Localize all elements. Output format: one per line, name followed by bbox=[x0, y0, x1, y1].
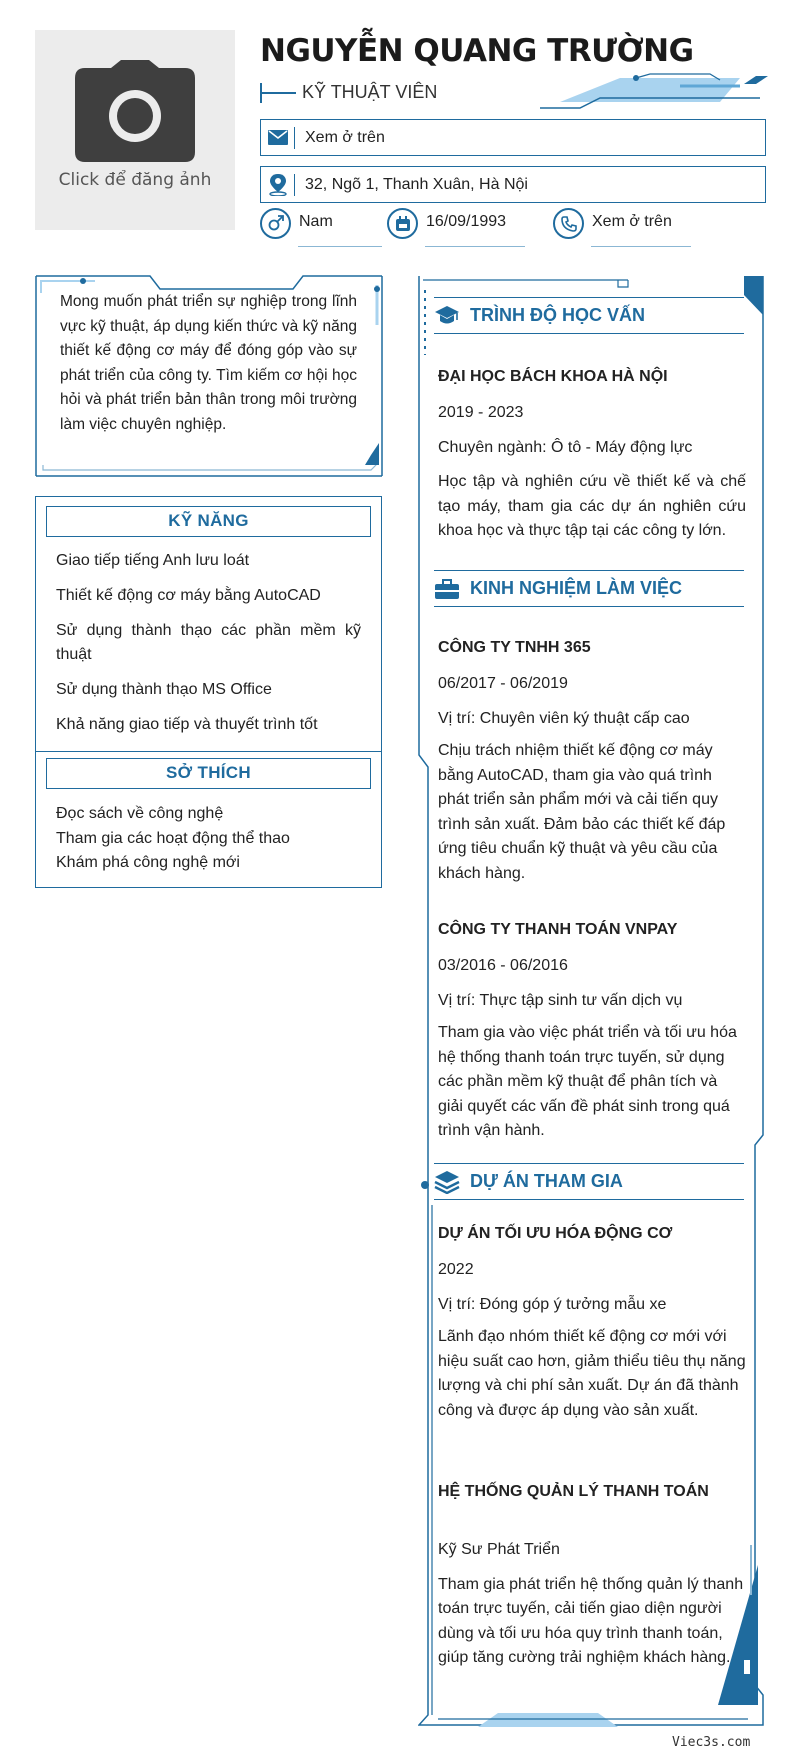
education-block bbox=[438, 365, 746, 544]
birthday-value: 16/09/1993 bbox=[426, 213, 507, 230]
email-field[interactable] bbox=[260, 119, 766, 156]
location-pin-icon bbox=[261, 174, 295, 196]
job-position: Vị trí: Thực tập sinh tư vấn dịch vụ bbox=[438, 991, 683, 1009]
education-title: TRÌNH ĐỘ HỌC VẤN bbox=[470, 305, 645, 325]
company-name: CÔNG TY TNHH 365 bbox=[438, 639, 591, 656]
project-desc: Tham gia phát triển hệ thống quản lý thanh toán trực tuyến, cải tiến giao diện người dùng và tối ưu hóa quy trình thanh toán, giúp tăng cường trải nghiệm khách hàng. bbox=[438, 1575, 744, 1666]
envelope-icon bbox=[261, 127, 295, 149]
skill-item: Khả năng giao tiếp và thuyết trình tốt bbox=[56, 716, 318, 733]
job-desc: Tham gia vào việc phát triển và tối ưu hóa hệ thống thanh toán trực tuyến, sử dụng các phần mềm kỹ thuật để phân tích và giải quyết các vấn đề phát sinh trong quá trình vận hành. bbox=[438, 1024, 737, 1139]
job-position: Vị trí: Chuyên viên ký thuật cấp cao bbox=[438, 709, 690, 727]
experience-title: KINH NGHIỆM LÀM VIỆC bbox=[470, 578, 683, 598]
objective-text: Mong muốn phát triển sự nghiệp trong lĩnh vực kỹ thuật, áp dụng kiến thức và kỹ năng thiết kế động cơ máy để đóng góp vào sự phát triển của công ty. Tìm kiếm cơ hội học hỏi và phát triển bản thân trong môi trường làm việc chuyên nghiệp. bbox=[60, 293, 357, 433]
project-position: Vị trí: Đóng góp ý tưởng mẫu xe bbox=[438, 1295, 667, 1313]
title-tick-decor bbox=[260, 83, 296, 103]
project-role: Kỹ Sư Phát Triển bbox=[438, 1541, 560, 1558]
education-desc: Học tập và nghiên cứu về thiết kế và chế tạo máy, tham gia các dự án nghiên cứu khoa học và thực tập tại các công ty lớn. bbox=[438, 473, 746, 539]
project-name: DỰ ÁN TỐI ƯU HÓA ĐỘNG CƠ bbox=[438, 1225, 673, 1242]
footer-watermark: Viec3s.com bbox=[672, 1735, 751, 1750]
calendar-icon bbox=[387, 208, 418, 239]
address-value: 32, Ngõ 1, Thanh Xuân, Hà Nội bbox=[305, 175, 528, 193]
photo-upload[interactable] bbox=[35, 30, 235, 230]
job-period: 06/2017 - 06/2019 bbox=[438, 675, 568, 692]
gender-info bbox=[260, 208, 333, 239]
school-name: ĐẠI HỌC BÁCH KHOA HÀ NỘI bbox=[438, 368, 668, 385]
project-entry bbox=[438, 1222, 746, 1423]
project-entry bbox=[438, 1480, 746, 1671]
gender-value: Nam bbox=[299, 213, 333, 230]
project-desc: Lãnh đạo nhóm thiết kế động cơ mới với hiệu suất cao hơn, giảm thiểu tiêu thụ năng lượng và chi phí sản xuất. Dự án đã thành công và được áp dụng vào sản xuất. bbox=[438, 1328, 746, 1419]
briefcase-icon bbox=[434, 579, 460, 599]
photo-caption: Click để đăng ảnh bbox=[58, 170, 212, 190]
projects-title: DỰ ÁN THAM GIA bbox=[470, 1171, 623, 1191]
hobby-item: Khám phá công nghệ mới bbox=[56, 854, 240, 871]
phone-icon bbox=[553, 208, 584, 239]
phone-value: Xem ở trên bbox=[592, 213, 672, 230]
skill-item: Sử dụng thành thạo MS Office bbox=[56, 681, 272, 698]
education-heading bbox=[434, 297, 744, 334]
address-field[interactable] bbox=[260, 166, 766, 203]
hobby-item: Đọc sách về công nghệ bbox=[56, 805, 224, 822]
skill-item: Giao tiếp tiếng Anh lưu loát bbox=[56, 552, 250, 569]
graduation-cap-icon bbox=[434, 305, 460, 327]
project-year: 2022 bbox=[438, 1261, 474, 1278]
hobbies-section bbox=[35, 752, 382, 888]
education-period: 2019 - 2023 bbox=[438, 404, 524, 421]
skills-list bbox=[56, 549, 361, 748]
projects-heading bbox=[434, 1163, 744, 1200]
header-tech-decor bbox=[540, 72, 770, 112]
phone-info bbox=[553, 208, 672, 239]
experience-heading bbox=[434, 570, 744, 607]
hobby-item: Tham gia các hoạt động thể thao bbox=[56, 829, 290, 847]
email-value: Xem ở trên bbox=[305, 128, 385, 146]
project-name: HỆ THỐNG QUẢN LÝ THANH TOÁN bbox=[438, 1483, 709, 1500]
skill-item: Thiết kế động cơ máy bằng AutoCAD bbox=[56, 587, 321, 604]
job-period: 03/2016 - 06/2016 bbox=[438, 957, 568, 974]
job-entry bbox=[438, 636, 746, 886]
job-desc: Chịu trách nhiệm thiết kế động cơ máy bằng AutoCAD, tham gia vào quá trình phát triển sản phẩm mới và cải tiến quy trình sản xuất. Đảm bảo các thiết kế đáp ứng tiêu chuẩn kỹ thuật và yêu cầu của khách hàng. bbox=[438, 742, 726, 882]
camera-icon bbox=[75, 60, 195, 164]
job-title-row bbox=[260, 82, 437, 103]
hobbies-list bbox=[56, 802, 290, 876]
layers-icon bbox=[434, 1170, 460, 1194]
gender-icon bbox=[260, 208, 291, 239]
company-name: CÔNG TY THANH TOÁN VNPAY bbox=[438, 921, 678, 938]
skill-item: Sử dụng thành thạo các phần mềm kỹ thuật bbox=[56, 622, 361, 663]
birthday-info bbox=[387, 208, 506, 239]
candidate-name: NGUYỄN QUANG TRƯỜNG bbox=[260, 33, 694, 69]
job-title: KỸ THUẬT VIÊN bbox=[302, 82, 438, 102]
job-entry bbox=[438, 918, 746, 1144]
hobbies-heading: SỞ THÍCH bbox=[46, 758, 371, 789]
skills-heading: KỸ NĂNG bbox=[46, 506, 371, 537]
education-major: Chuyên ngành: Ô tô - Máy động lực bbox=[438, 438, 693, 456]
skills-section bbox=[35, 496, 382, 752]
